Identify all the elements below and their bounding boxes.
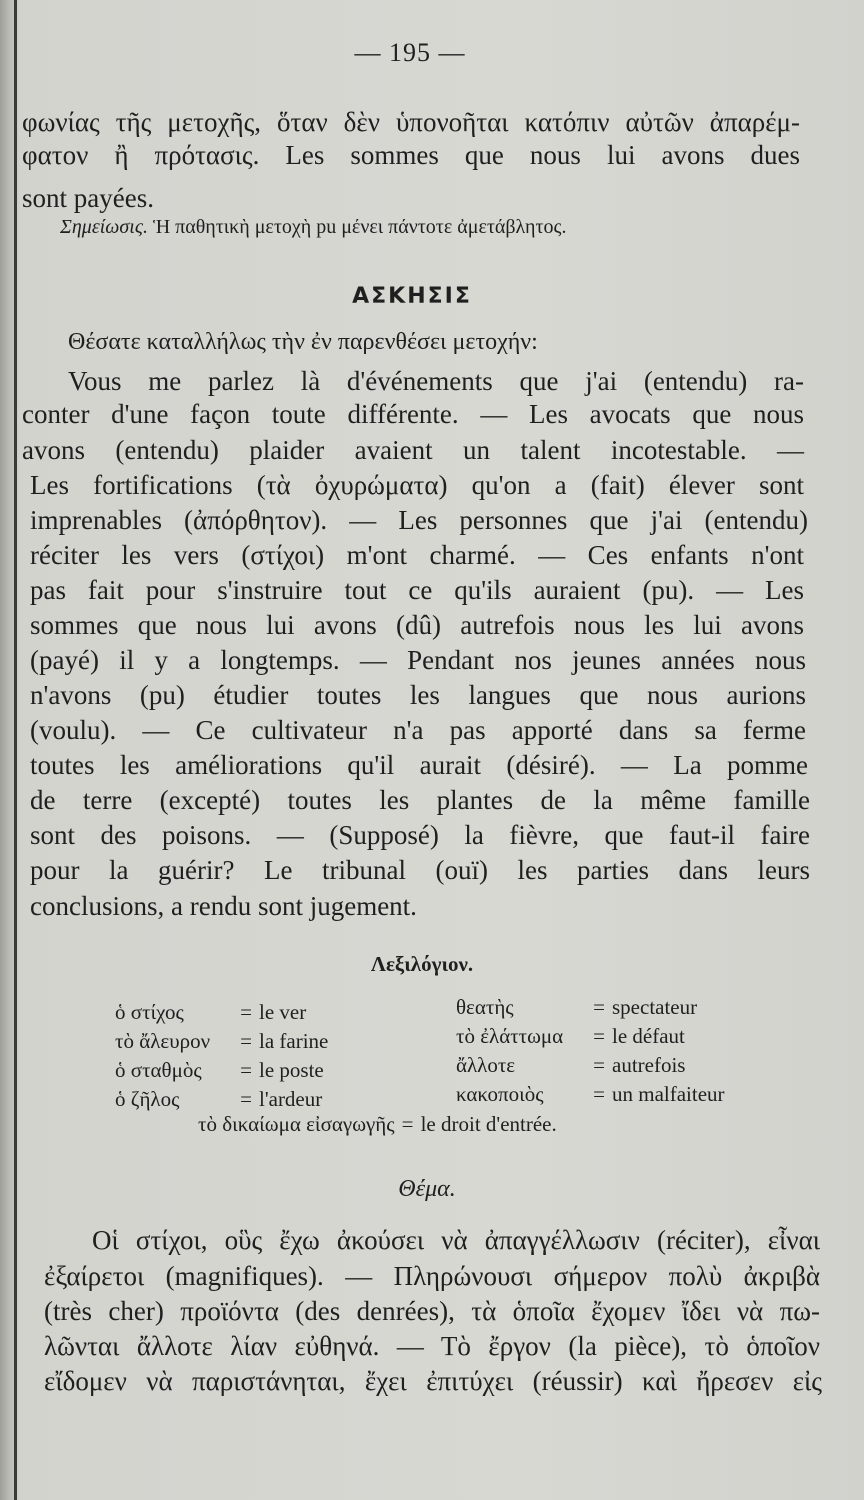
vocab-greek: κακοποιὸς [456,1082,544,1106]
page-binding-edge [14,0,17,1500]
exercise-line: (payé) il y a longtemps. — Pendant nos jeunes années nous [30,645,806,675]
vocab-equals: = [240,1000,252,1024]
vocabulary-title: Λεξιλόγιον. [370,952,474,976]
vocab-equals: = [401,1112,414,1136]
vocab-greek: ἄλλοτε [456,1053,516,1077]
vocab-greek: θεατὴς [456,995,514,1019]
page-number: — 195 — [354,38,466,67]
theme-line: Οἱ στίχοι, οὓς ἔχω ἀκούσει νὰ ἀπαγγέλλωσιν (réciter), εἶναι [92,1225,820,1255]
vocab-french: le poste [259,1058,324,1082]
exercise-line: conclusions, a rendu sont jugement. [30,891,417,921]
exercise-line: avons (entendu) plaider avaient un talent incotestable. — [22,435,804,465]
intro-line: sont payées. [22,183,154,213]
note [60,216,740,239]
exercise-line: sommes que nous lui avons (dû) autrefois nous les lui avons [30,610,804,640]
vocab-equals: = [240,1087,252,1111]
vocab-row [456,1024,685,1049]
intro-line: φωνίας τῆς μετοχῆς, ὅταν δὲν ὑπονοῆται κατόπιν αὐτῶν ἀπαρέμ- [22,107,800,137]
vocab-greek: ὁ στίχος [115,1000,184,1024]
vocab-row [115,1087,322,1112]
vocab-french: le ver [259,1000,307,1024]
vocab-greek: τὸ ἄλευρον [115,1029,211,1053]
vocab-french: spectateur [612,995,698,1019]
vocab-row [456,1053,685,1078]
exercise-line: imprenables (ἀπόρθητον). — Les personnes que j'ai (entendu) [30,505,808,535]
theme-line: λῶνται ἄλλοτε λίαν εὐθηνά. — Τὸ ἔργον (la pièce), τὸ ὁποῖον [44,1331,820,1361]
vocab-equals: = [240,1029,252,1053]
exercise-line: Les fortifications (τὰ ὀχυρώματα) qu'on a (fait) élever sont [30,470,804,500]
vocab-equals: = [240,1058,252,1082]
vocab-equals: = [593,1082,605,1106]
exercise-line: n'avons (pu) étudier toutes les langues que nous aurions [30,680,806,710]
vocab-french: l'ardeur [259,1087,323,1111]
vocab-french: autrefois [612,1053,686,1077]
vocab-equals: = [593,1053,605,1077]
exercise-line: (voulu). — Ce cultivateur n'a pas apporté dans sa ferme [30,715,806,745]
vocab-french: la farine [259,1029,329,1053]
vocab-french: le droit d'entrée. [420,1112,557,1136]
vocab-greek: ὁ ζῆλος [115,1087,180,1111]
vocab-french: le défaut [612,1024,685,1048]
exercises-heading: ΑΣΚΗΣΙΣ [352,284,472,309]
vocab-row [115,1058,324,1083]
exercise-line: de terre (excepté) toutes les plantes de la même famille [30,785,810,815]
vocab-equals: = [593,1024,605,1048]
theme-line: (très cher) προϊόντα (des denrées), τὰ ὁποῖα ἔχομεν ἴδει νὰ πω- [44,1296,820,1326]
exercise-line: pas fait pour s'instruire tout ce qu'ils auraient (pu). — Les [30,575,804,605]
theme-line: ἐξαίρετοι (magnifiques). — Πληρώνουσι σήμερον πολὺ ἀκριβὰ [44,1261,820,1291]
theme-line: εἴδομεν νὰ παριστάνηται, ἔχει ἐπιτύχει (réussir) καὶ ἤρεσεν εἰς [44,1366,822,1396]
vocab-greek: τὸ ἐλάττωμα [456,1024,564,1048]
vocab-row [115,1000,306,1025]
exercise-line: pour la guérir? Le tribunal (ouï) les parties dans leurs [30,855,810,885]
vocab-french: un malfaiteur [612,1082,725,1106]
vocab-row [115,1029,328,1054]
vocab-row [198,1112,557,1137]
exercise-line: toutes les améliorations qu'il aurait (désiré). — La pomme [30,750,808,780]
exercise-line: conter d'une façon toute différente. — Les avocats que nous [22,399,804,429]
note-label: Σημείωσις. [60,216,148,238]
note-text: Ἡ παθητικὴ μετοχὴ pu μένει πάντοτε ἀμετάβλητος. [152,216,567,238]
theme-title: Θέμα. [398,1176,456,1202]
vocab-greek: ὁ σταθμὸς [115,1058,202,1082]
exercise-line: réciter les vers (στίχοι) m'ont charmé. — Ces enfants n'ont [30,540,804,570]
exercise-line: sont des poisons. — (Supposé) la fièvre, que faut-il faire [30,820,810,850]
vocab-greek: τὸ δικαίωμα εἰσαγωγῆς [198,1112,395,1136]
exercise-line: Vous me parlez là d'événements que j'ai (entendu) ra- [68,366,804,396]
vocab-equals: = [593,995,605,1019]
vocab-row [456,995,697,1020]
intro-line: φατον ἢ πρότασις. Les sommes que nous lui avons dues [22,140,800,170]
vocab-row [456,1082,725,1107]
exercise-instruction: Θέσατε καταλλήλως τὴν ἐν παρενθέσει μετοχήν: [68,329,538,355]
